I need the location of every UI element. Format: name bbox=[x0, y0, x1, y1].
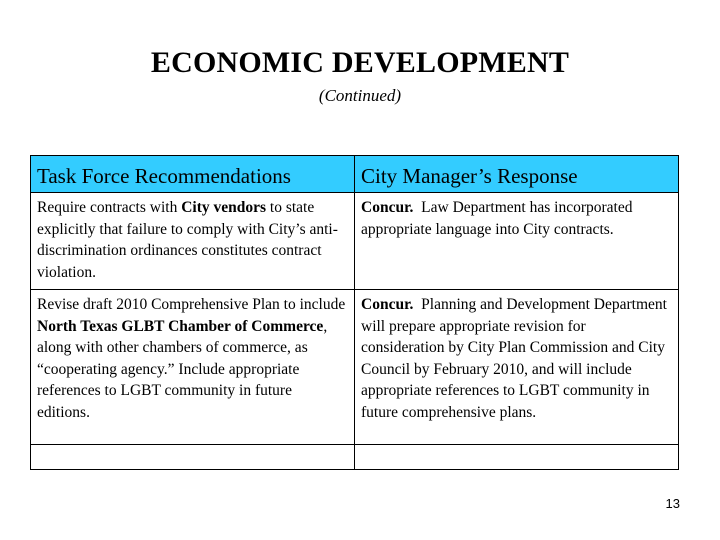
recommendation-cell bbox=[31, 290, 355, 445]
page-title: ECONOMIC DEVELOPMENT bbox=[150, 46, 570, 79]
response-verdict: Concur. bbox=[361, 199, 414, 216]
rec-text: Require contracts with bbox=[37, 199, 182, 216]
table-row bbox=[31, 290, 679, 445]
empty-cell bbox=[31, 445, 355, 470]
table-row bbox=[31, 193, 679, 290]
rec-text: , along with other chambers of commerce, as “cooperating agency.” Include appropriate references to LGBT community in future editions. bbox=[37, 317, 328, 421]
response-text: Law Department has incorporated appropriate language into City contracts. bbox=[361, 199, 637, 238]
page-number: 13 bbox=[665, 496, 680, 511]
response-text: Planning and Development Department will prepare appropriate revision for consideration by City Plan Commission and City Council by February 2010, and will include appropriate references to LGBT community in future comprehensive plans. bbox=[361, 296, 671, 421]
rec-text-bold: City vendors bbox=[181, 199, 267, 216]
response-cell bbox=[355, 290, 679, 445]
header-task-force: Task Force Recommendations bbox=[31, 156, 355, 193]
rec-text: Revise draft 2010 Comprehensive Plan to include bbox=[37, 296, 346, 313]
rec-text-bold: North Texas GLBT Chamber of Commerce bbox=[37, 317, 324, 335]
recommendations-table bbox=[30, 155, 679, 470]
recommendation-cell bbox=[31, 193, 355, 290]
response-verdict: Concur. bbox=[361, 296, 414, 313]
empty-cell bbox=[355, 445, 679, 470]
page-subtitle: (Continued) bbox=[318, 86, 402, 105]
table-header-row bbox=[31, 156, 679, 193]
response-cell bbox=[355, 193, 679, 290]
table-row-empty bbox=[31, 445, 679, 470]
header-city-manager: City Manager’s Response bbox=[355, 156, 679, 193]
rec-text: to state explicitly that failure to comply with City’s anti-discrimination ordinances constitutes contract violation. bbox=[37, 199, 338, 281]
